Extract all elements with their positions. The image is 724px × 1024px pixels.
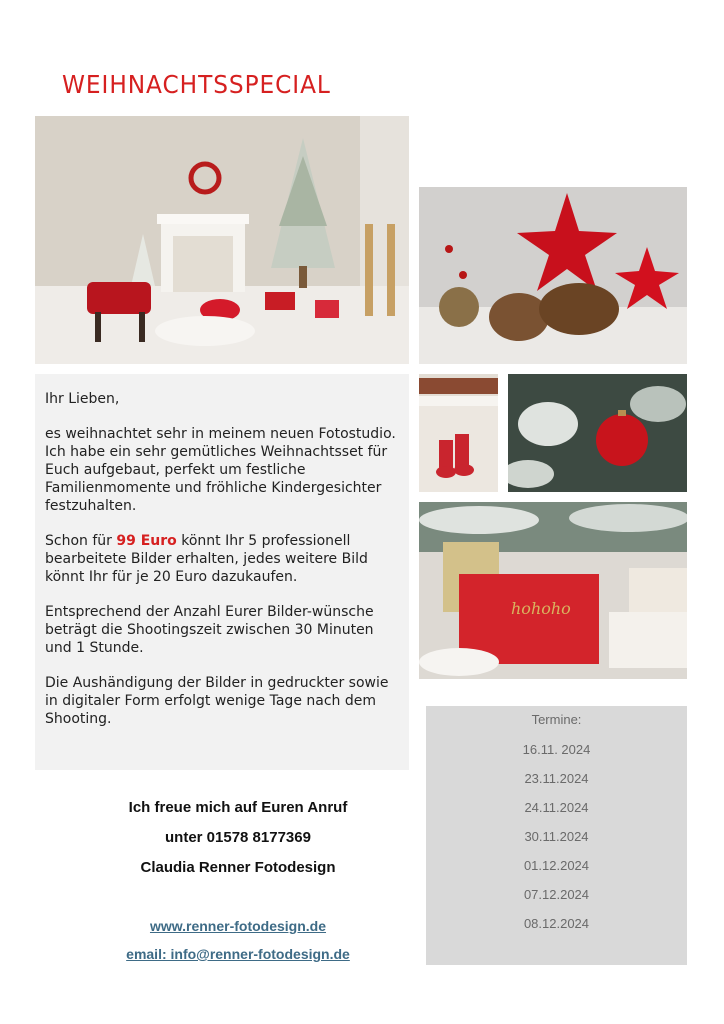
contact-company: Claudia Renner Fotodesign: [140, 859, 336, 876]
date-item: 23.11.2024: [524, 771, 589, 786]
paragraph-price: Schon für 99 Euro könnt Ihr 5 professionell bearbeitete Bilder erhalten, jedes weitere Bild könnt Ihr für je 20 Euro dazukaufen.: [45, 533, 368, 585]
gift-box-photo: [419, 502, 687, 679]
date-item: 30.11.2024: [524, 829, 589, 844]
contact-line-1: Ich freue mich auf Euren Anruf: [128, 799, 348, 816]
date-item: 08.12.2024: [523, 916, 590, 931]
greeting: Ihr Lieben,: [45, 391, 120, 407]
date-item: 16.11. 2024: [522, 742, 591, 757]
date-item: 01.12.2024: [523, 858, 590, 873]
red-stars-pinecones-photo: [419, 187, 687, 364]
description-box: [35, 374, 409, 770]
date-item: 07.12.2024: [523, 887, 590, 902]
fireplace-stockings-photo: [419, 374, 498, 492]
page-title: WEIHNACHTSSPECIAL: [62, 70, 331, 99]
dates-box: [426, 706, 687, 965]
paragraph-intro: es weihnachtet sehr in meinem neuen Fotostudio. Ich habe ein sehr gemütliches Weihnachtsset für Euch aufgebaut, perfekt um festliche Familienmomente und fröhliche Kindergesichter festzuhalten.: [45, 426, 396, 514]
gift-box-script-text: hohoho: [511, 599, 571, 618]
dates-label: Termine:: [531, 712, 582, 727]
red-ornament-photo: [508, 374, 687, 492]
studio-christmas-set-photo: [35, 116, 409, 364]
paragraph-delivery: Die Aushändigung der Bilder in gedruckter sowie in digitaler Form erfolgt wenige Tage nach dem Shooting.: [45, 675, 389, 727]
email-link[interactable]: email: info@renner-fotodesign.de: [126, 946, 350, 962]
paragraph-duration: Entsprechend der Anzahl Eurer Bilder-wünsche beträgt die Shootingszeit zwischen 30 Minuten und 1 Stunde.: [45, 604, 374, 656]
price-highlight: 99 Euro: [116, 533, 177, 549]
contact-phone: unter 01578 8177369: [165, 829, 311, 846]
website-link[interactable]: www.renner-fotodesign.de: [149, 918, 327, 934]
date-item: 24.11.2024: [524, 800, 589, 815]
